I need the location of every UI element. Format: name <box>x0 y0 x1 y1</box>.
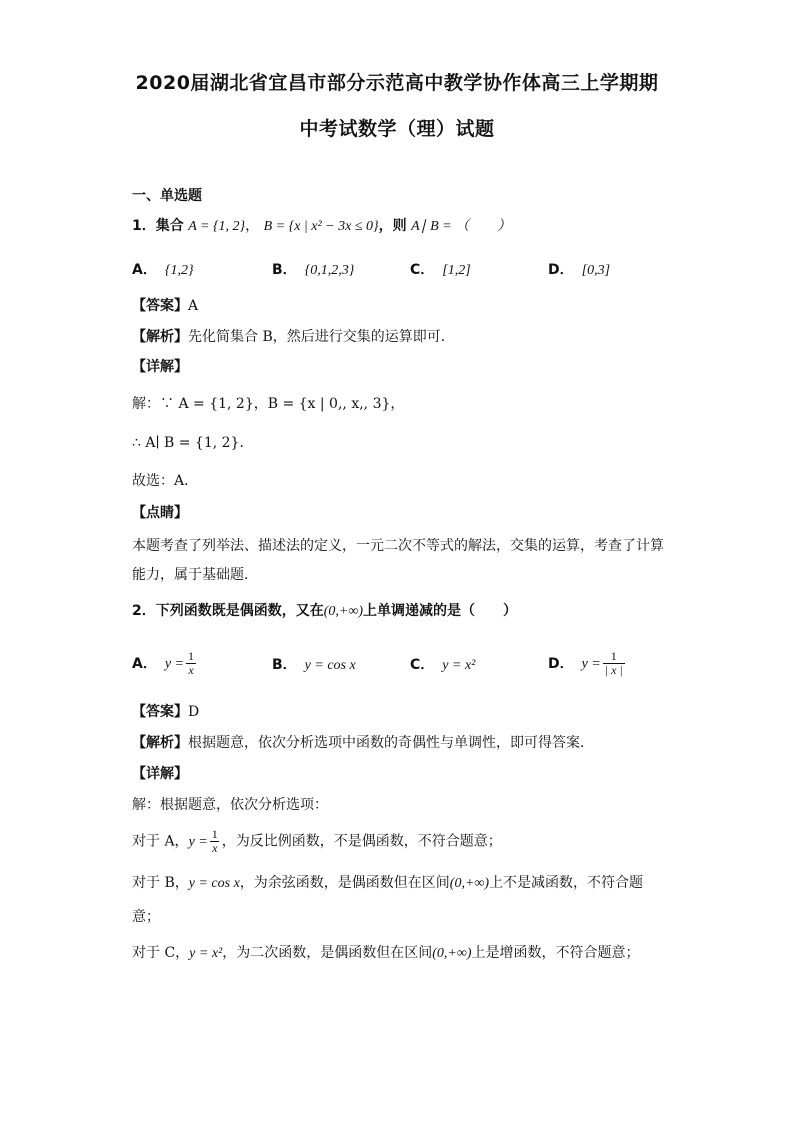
answer-value: A <box>188 298 199 314</box>
q2-option-a <box>132 650 198 677</box>
option-letter: B． <box>272 657 297 673</box>
for-b-interval: (0,+∞) <box>449 876 490 891</box>
for-a-text: ，为反比例函数，不是偶函数，不符合题意； <box>221 833 502 850</box>
detail-tag: 【详解】 <box>132 766 188 782</box>
q1-choice: 故选：A． <box>132 473 199 489</box>
q2-analysis-option-b-cont: 意； <box>132 909 160 925</box>
analysis-text: 根据题意，依次分析选项中函数的奇偶性与单调性，即可得答案． <box>188 735 594 751</box>
denominator: | x | <box>604 663 623 677</box>
analysis-tag: 【解析】 <box>132 735 188 751</box>
q1-stem-then: ，则 <box>378 218 407 234</box>
detail-tag: 【详解】 <box>132 359 188 375</box>
option-text: y = x² <box>442 658 476 673</box>
q2-analysis-option-b <box>132 873 643 894</box>
for-c-expr: y = x² <box>189 946 223 961</box>
document-title-line-1: 2020届湖北省宜昌市部分示范高中教学协作体高三上学期期 <box>135 72 659 94</box>
q1-comment-line-2: 能力，属于基础题． <box>132 567 258 583</box>
q2-stem-text: 2．下列函数既是偶函数，又在 <box>132 603 324 619</box>
option-letter: D． <box>548 655 574 672</box>
numerator: 1 <box>610 649 617 663</box>
q1-option-b <box>272 259 354 279</box>
q2-answer <box>132 702 199 722</box>
option-letter: D． <box>548 262 574 278</box>
numerator: 1 <box>211 827 218 841</box>
fraction <box>603 650 625 677</box>
q1-stem <box>132 216 511 237</box>
option-text: {1,2} <box>164 263 194 278</box>
option-text: [0,3] <box>581 263 611 278</box>
q1-comment-tag <box>132 503 188 523</box>
q1-comment-line-1: 本题考查了列举法、描述法的定义，一元二次不等式的解法，交集的运算，考查了计算 <box>132 538 664 554</box>
q2-analysis-option-c <box>132 943 640 964</box>
q1-option-a <box>132 259 194 279</box>
for-a-label: 对于 A， <box>132 833 189 850</box>
fraction <box>186 650 196 677</box>
q2-detail-tag <box>132 764 188 784</box>
denominator: x <box>188 663 194 677</box>
option-letter: A． <box>132 262 157 278</box>
numerator: 1 <box>188 649 195 663</box>
document-title-line-2: 中考试数学（理）试题 <box>299 118 495 140</box>
q1-set-a: A = {1, 2} <box>188 219 246 234</box>
for-a-prefix: y = <box>188 834 208 850</box>
option-text: {0,1,2,3} <box>304 263 355 278</box>
for-b-text: ，为余弦函数，是偶函数但在区间 <box>239 875 450 891</box>
comment-tag: 【点睛】 <box>132 505 188 521</box>
denominator: x <box>212 841 218 855</box>
option-letter: C． <box>410 262 435 278</box>
option-text: y = cos x <box>304 658 356 673</box>
q1-analysis <box>132 327 455 347</box>
q2-solution-intro: 解：根据题意，依次分析选项： <box>132 797 328 813</box>
q1-solution-line-2: ∴ A∣ B = {1, 2}． <box>132 435 254 451</box>
q2-option-b <box>272 654 356 674</box>
for-c-text: ，为二次函数，是偶函数但在区间 <box>222 945 433 961</box>
answer-value: D <box>188 704 200 720</box>
q1-number-prefix: 1．集合 <box>132 218 184 234</box>
option-letter: B． <box>272 262 297 278</box>
q2-analysis-option-a <box>132 828 502 855</box>
q2-interval: (0,+∞) <box>323 604 364 619</box>
analysis-text: 先化简集合 B，然后进行交集的运算即可． <box>188 329 455 345</box>
analysis-tag: 【解析】 <box>132 329 188 345</box>
option-letter: C． <box>410 657 435 673</box>
section-heading: 一、单选题 <box>132 188 202 204</box>
q2-stem-tail: 上单调递减的是（ ） <box>363 603 518 619</box>
answer-tag: 【答案】 <box>132 704 188 720</box>
for-b-label: 对于 B， <box>132 875 189 891</box>
for-c-interval: (0,+∞) <box>432 946 472 961</box>
q1-expression: A∣ B = （ ） <box>411 219 512 234</box>
for-b-tail: 上不是减函数，不符合题 <box>489 875 644 891</box>
option-letter: A． <box>132 655 157 672</box>
answer-tag: 【答案】 <box>132 298 188 314</box>
q1-answer <box>132 296 198 316</box>
for-c-tail: 上是增函数，不符合题意； <box>471 945 640 961</box>
q1-set-b: B = {x | x² − 3x ≤ 0} <box>263 219 379 234</box>
q1-separator: ， <box>245 218 260 234</box>
fraction <box>210 828 220 855</box>
q1-option-d <box>548 259 610 279</box>
q1-detail-tag <box>132 357 188 377</box>
q1-solution-line-1: 解：∵ A = {1, 2}，B = {x | 0,, x,, 3}， <box>132 396 405 412</box>
q2-option-c <box>410 654 475 674</box>
q2-stem <box>132 601 517 622</box>
q1-option-c <box>410 259 471 279</box>
q2-analysis <box>132 733 594 753</box>
option-prefix: y = <box>164 656 185 672</box>
option-text: [1,2] <box>442 263 471 278</box>
q2-option-d <box>548 650 627 677</box>
for-b-expr: y = cos x <box>188 876 240 891</box>
option-prefix: y = <box>581 656 601 672</box>
for-c-label: 对于 C， <box>132 945 190 961</box>
